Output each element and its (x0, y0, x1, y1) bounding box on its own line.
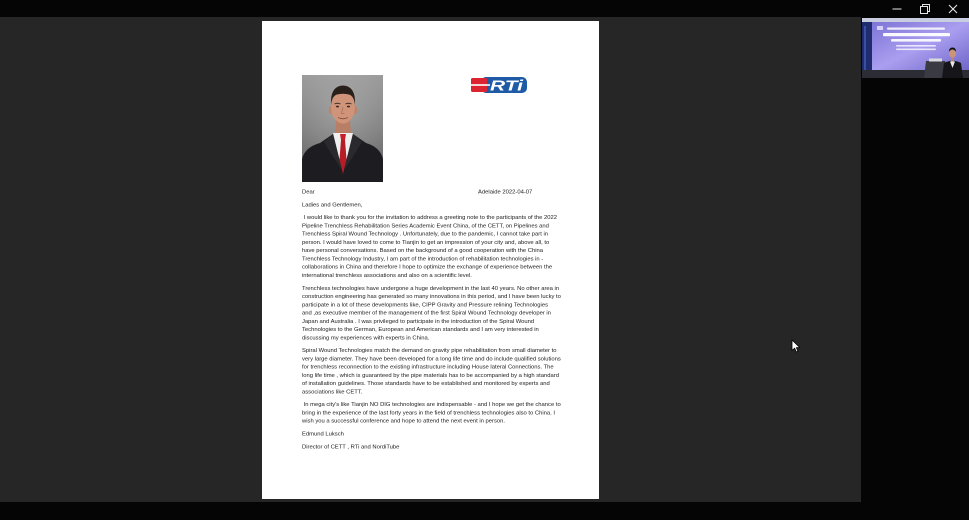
letter-paragraph-1 (302, 214, 582, 280)
greeting-block (302, 201, 582, 209)
letter-line: I would like to thank you for the invitation to address a greeting note to the participants of the 2022 (302, 214, 558, 221)
title-bar (0, 0, 969, 17)
mouse-pointer-icon (791, 339, 801, 353)
letter-line: bring in the experience of the last forty years in the field of trenchless technologies also to China. I (302, 409, 556, 416)
minimize-button[interactable] (883, 0, 911, 18)
restore-icon (920, 4, 930, 14)
letter-line: collaborations in China and therefore I hope to optimize the exchange of experience between the (302, 263, 553, 271)
letter-body (302, 188, 582, 456)
letter-line: and ,as executive member of the management of the first Spiral Wound Technology developer in (302, 309, 551, 317)
letter-paragraph-3 (302, 347, 582, 397)
signature-name: Edmund Luksch (302, 430, 344, 438)
letter-line: of installation guidelines. Those standards have to be established and monitored by experts and (302, 380, 550, 387)
letter-paragraph-4 (302, 401, 582, 426)
letter-line: Trenchless Technology Industry, I am part of the introduction of rehabilitation technologies in - (302, 255, 544, 262)
letter-line: Trenchless Spiral Wound Technology . Unfortunately, due to the pandemic, I cannot take part in (302, 230, 549, 238)
greeting: Ladies and Gentlemen, (302, 201, 363, 208)
letter-line: person. I would have loved to come to Tianjin to get an impression of your city and, above all, to (302, 238, 550, 246)
letter-line: Trenchless technologies have undergone a huge development in the last 40 years. No other area in (302, 284, 560, 292)
letter-line: participate in a lot of these developments like, CIPP Gravity and Pressure relining Technologies (302, 301, 549, 308)
letter-line: discussing my experiences with experts in China. (302, 334, 430, 341)
shared-document-page (262, 21, 599, 499)
participant-video-frame (862, 18, 969, 78)
letter-line: for trenchless reconnection to the existing infrastructure including House lateral Connections. The (302, 363, 554, 371)
letter-line: long life time , which is guaranteed by the pipe materials has to be accompanied by a high standard (302, 371, 559, 379)
letter-line: very large diameter. They have been developed for a long life time and do include qualified solutions (302, 355, 561, 362)
logo-text: RTi (490, 77, 525, 94)
signature-title: Director of CETT , RTi and NordiTube (302, 443, 400, 450)
letter-header-row (302, 188, 582, 196)
letter-line: Pipeline Trenchless Rehabilitation Series Academic Event China, of the CETT, on Pipelines and (302, 222, 549, 229)
rti-logo (471, 76, 527, 94)
salutation: Dear (302, 188, 315, 195)
shared-screen-stage (0, 17, 861, 502)
close-icon (948, 4, 958, 14)
minimize-icon (892, 4, 902, 14)
letter-line: construction engineering has generated so many innovations in this period, and I have been lucky to (302, 293, 561, 300)
signature-title-block (302, 443, 582, 451)
letter-line: have personal conversations. Based on the background of a good cooperation with the China (302, 247, 544, 254)
signature-name-block (302, 430, 582, 438)
letter-line: Japan and Australia . I was privileged to participate in the introduction of the Spiral Wound (302, 317, 535, 325)
close-button[interactable] (939, 0, 967, 18)
mouse-pointer (791, 339, 801, 353)
letter-line: In mega city's like Tianjin NO DIG technologies are indispensable - and I hope we get the chance to (302, 401, 561, 408)
letter-line: Technologies to the German, European and American standards and I am very interested in (302, 326, 539, 333)
letter-line: wish you a successful conference and hope to attend the next event in person. (302, 417, 506, 425)
restore-button[interactable] (911, 0, 939, 18)
place-date: Adelaide 2022-04-07 (478, 188, 533, 195)
participant-video-tile[interactable] (862, 18, 969, 78)
letter-line: international trenchless associations and also on a scientific level. (302, 271, 472, 279)
logo-white-stripe (471, 84, 490, 86)
portrait-photo (302, 75, 383, 182)
letter-line: Spiral Wound Technologies match the demand on gravity pipe rehabilitation from small diameter to (302, 347, 557, 354)
letter-paragraph-2 (302, 284, 582, 342)
letter-line: associations like CETT. (302, 388, 363, 395)
